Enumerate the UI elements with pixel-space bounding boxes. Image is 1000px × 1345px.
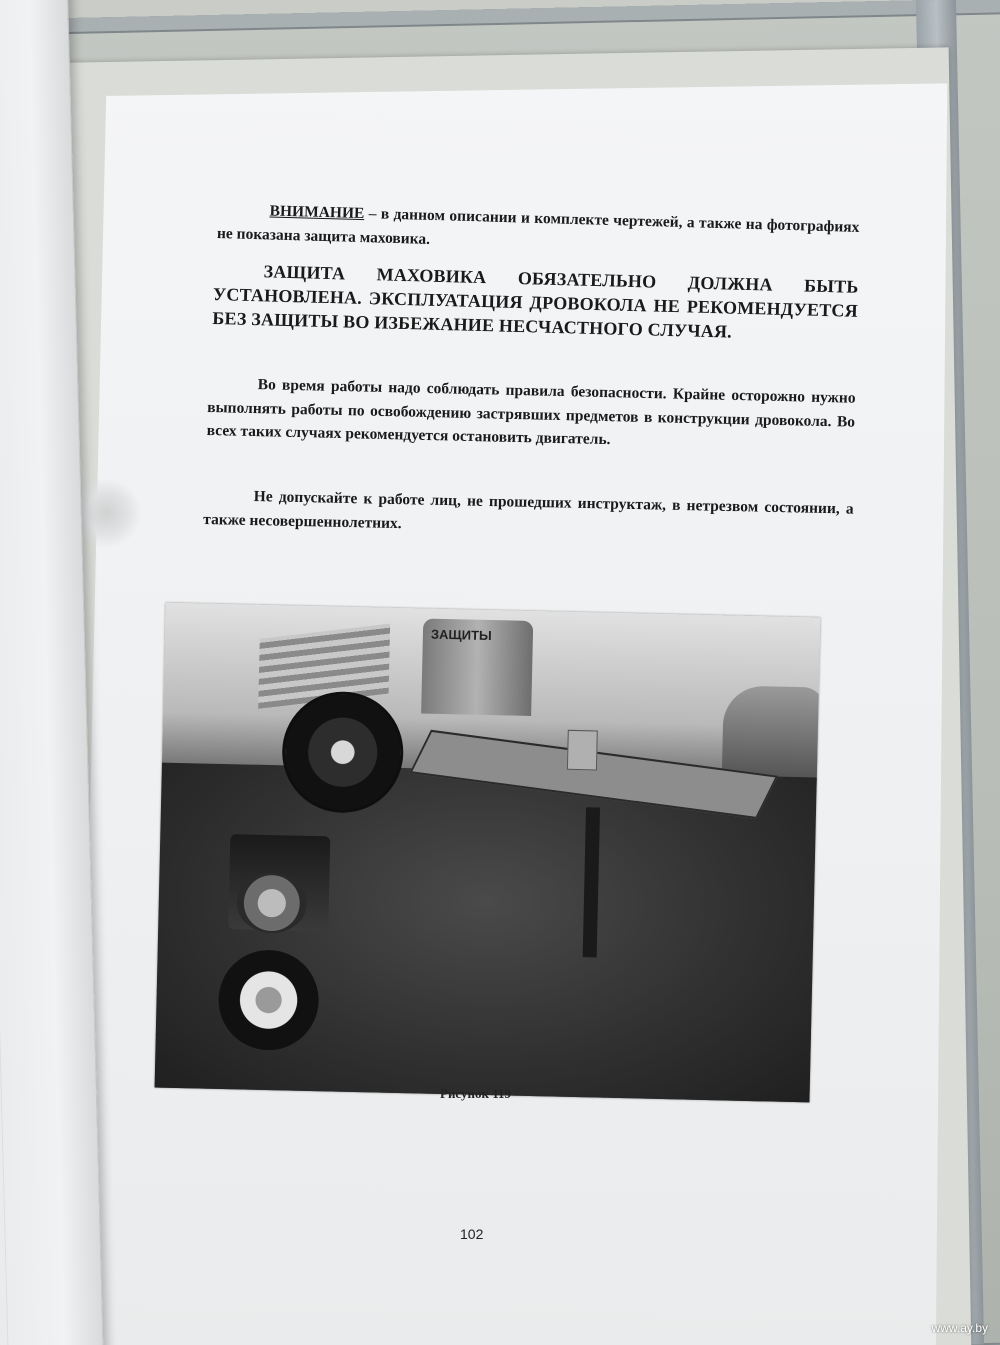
photo-sign-text: ЗАЩИТЫ — [430, 626, 492, 644]
personnel-paragraph: Не допускайте к работе лиц, не прошедших инструктаж, в нетрезвом состоянии, а также несовершеннолетних. — [203, 488, 854, 532]
page-number: 102 — [460, 1226, 484, 1242]
site-watermark: www.ay.by — [931, 1321, 988, 1335]
page-tear — [82, 478, 142, 548]
photo-wood-block — [567, 730, 598, 771]
safety-paragraph: Во время работы надо соблюдать правила безопасности. Крайне осторожно нужно выполнять работы по освобождению застрявших предметов в конструкции дровокола. Во всех таких случаях рекомендуется остановить двигатель. — [206, 376, 856, 449]
caps-warning-paragraph: ЗАЩИТА МАХОВИКА ОБЯЗАТЕЛЬНО ДОЛЖНА БЫТЬ УСТАНОВЛЕНА. ЭКСПЛУАТАЦИЯ ДРОВОКОЛА НЕ РЕКОМЕНДУЕТСЯ БЕЗ ЗАЩИТЫ ВО ИЗБЕЖАНИЕ НЕСЧАСТНОГО СЛУЧАЯ. — [212, 261, 859, 342]
warning-text: – в данном описании и комплекте чертежей, а также на фотографиях не показана защита маховика. — [216, 205, 860, 248]
warning-title: ВНИМАНИЕ — [269, 202, 365, 223]
log-splitter-photo — [155, 603, 821, 1103]
figure-caption: Рисунок 119 — [440, 1086, 512, 1101]
photo-tank — [421, 618, 533, 715]
